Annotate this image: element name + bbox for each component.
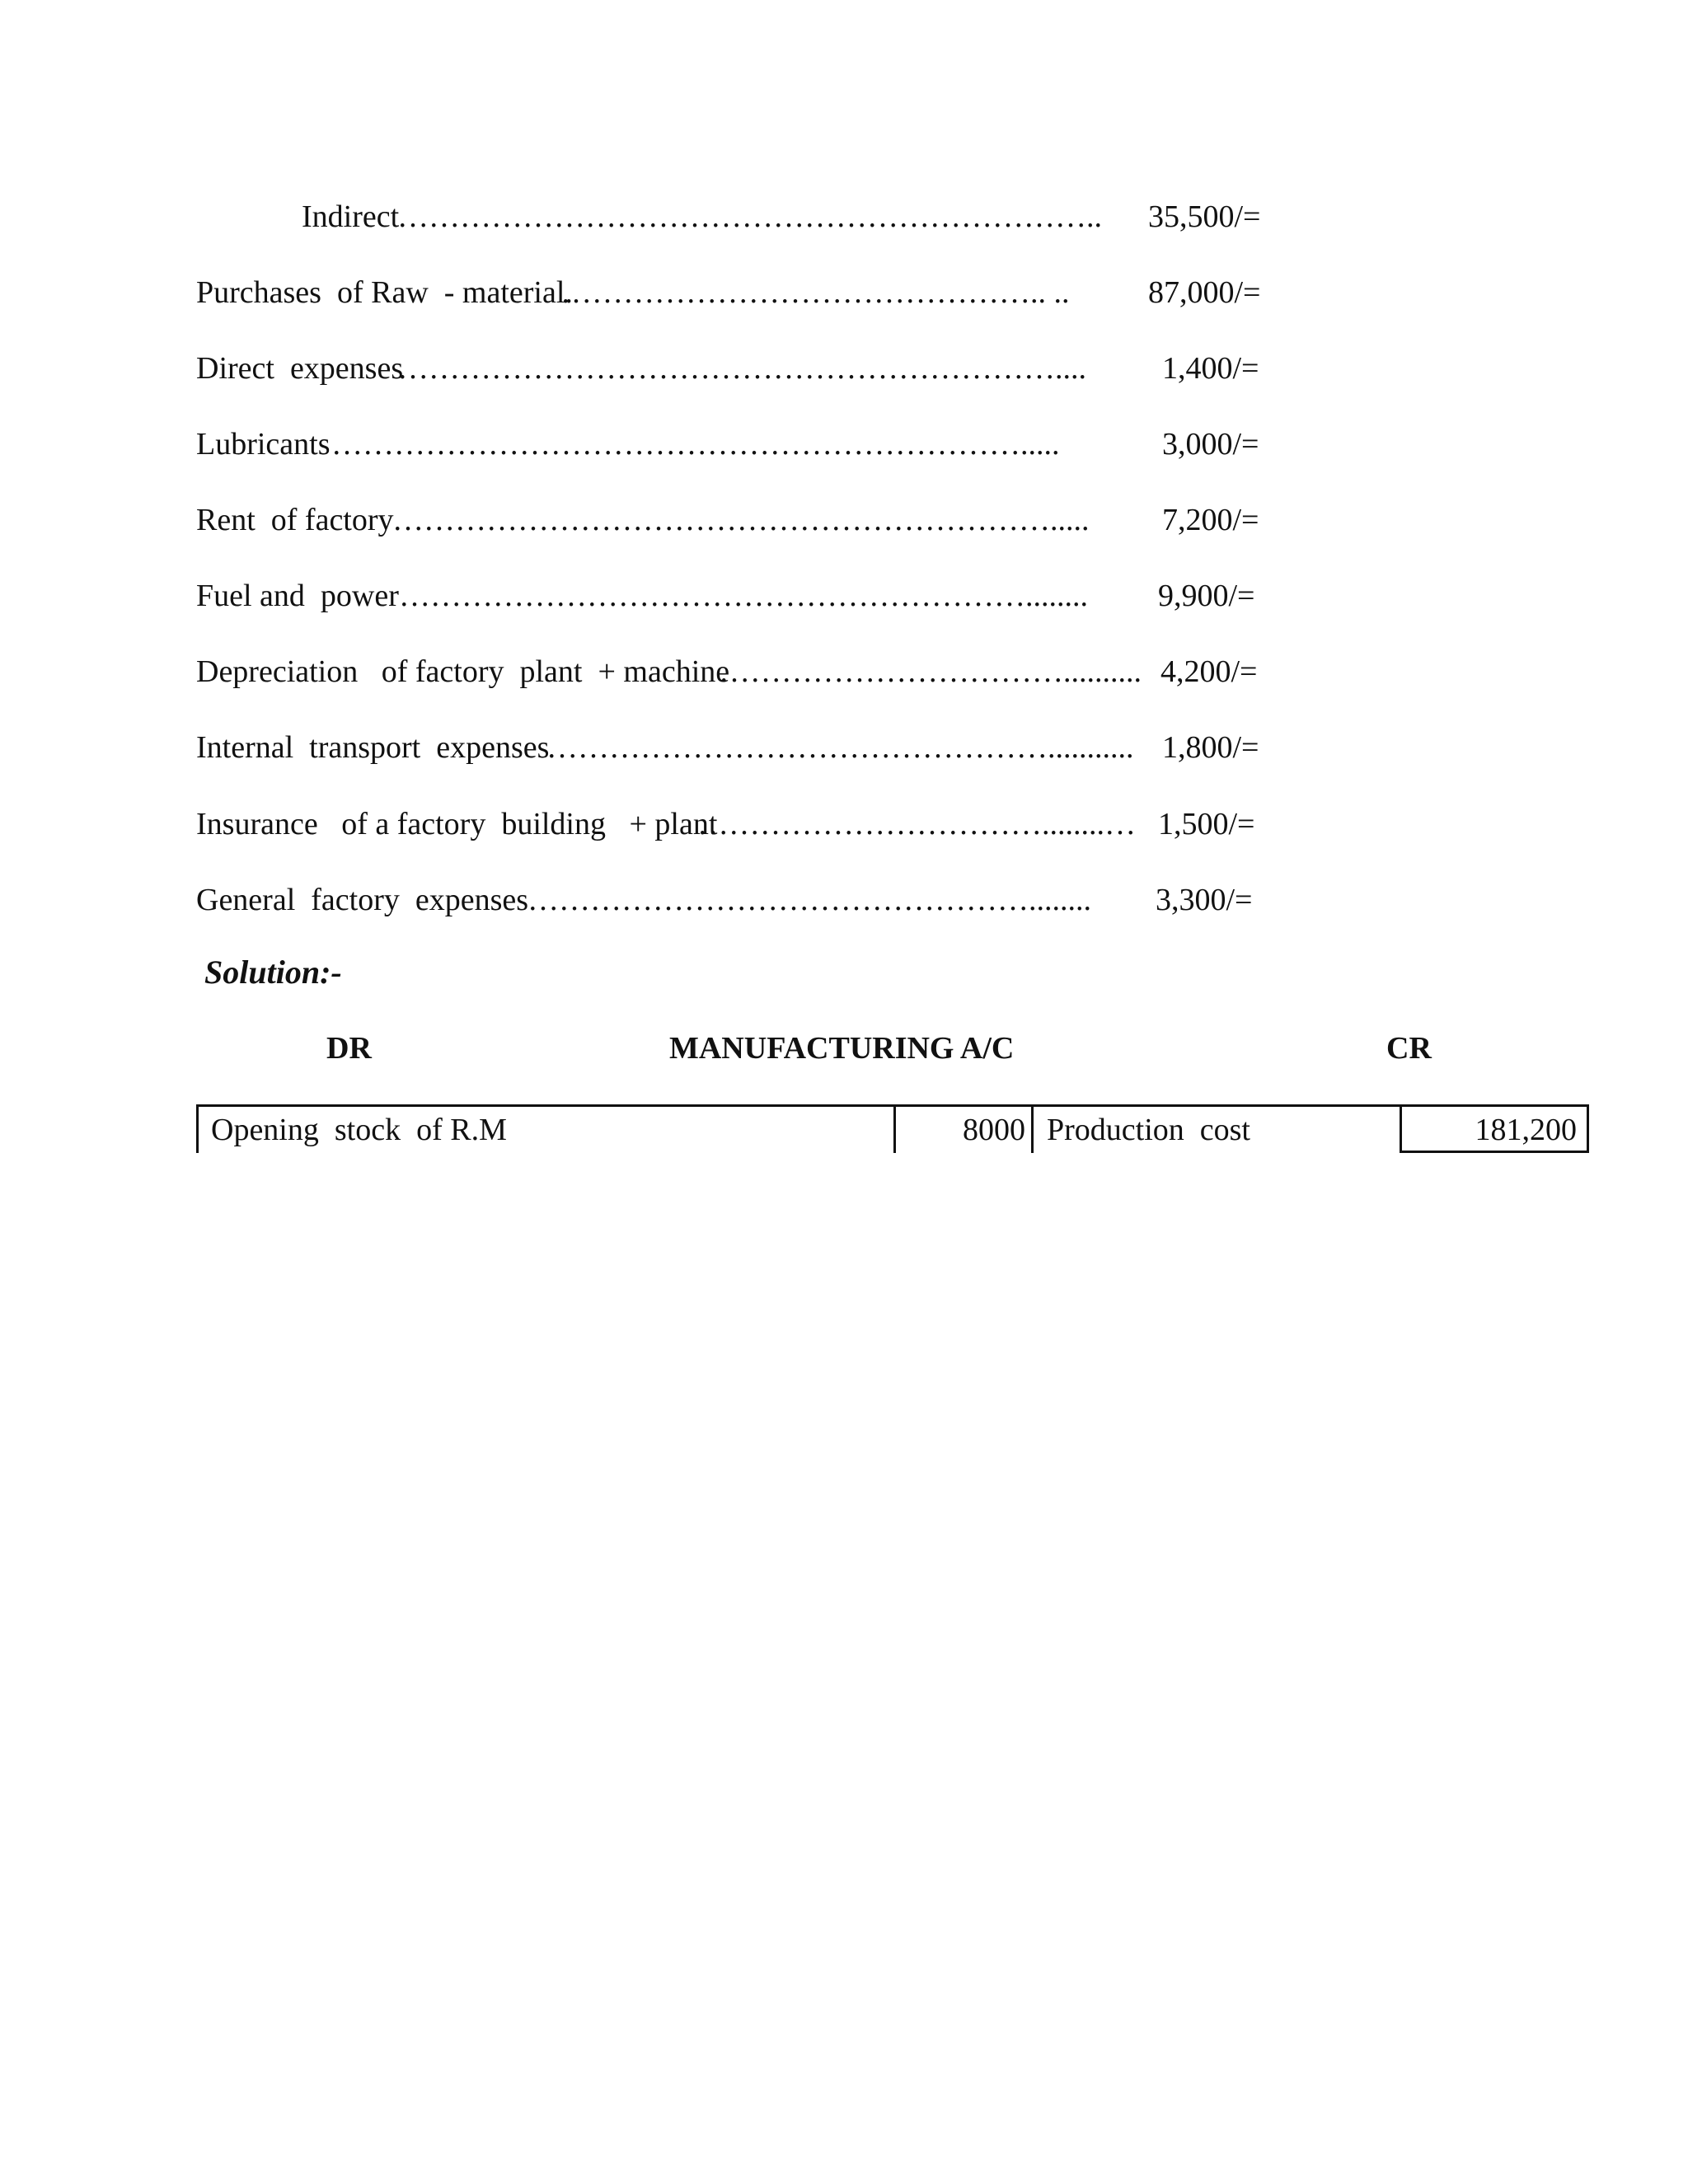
entry-amount: 3,000/= <box>1162 427 1259 462</box>
cr-amount: 181,200 <box>1475 1113 1577 1147</box>
entry-amount: 87,000/= <box>1148 275 1261 310</box>
entry-label: Lubricants <box>196 427 331 462</box>
entry-leader-dots: ……………………………………………………........ <box>399 580 1088 612</box>
entry-label: General factory expenses <box>196 883 529 917</box>
entry-leader-dots: …………………………………………………………..... <box>331 429 1060 460</box>
entry-leader-dots: …………………………………………........ <box>528 884 1091 916</box>
entry-amount: 7,200/= <box>1162 503 1259 537</box>
entry-label: Rent of factory <box>196 503 394 537</box>
entry-leader-dots: …………………………….......... <box>719 656 1142 687</box>
entry-leader-dots: ……………………………........… <box>697 808 1136 840</box>
cr-item: Production cost <box>1047 1113 1250 1147</box>
dr-item: Opening stock of R.M <box>211 1113 507 1147</box>
entry-label: Fuel and power <box>196 579 399 613</box>
entry-amount: 1,500/= <box>1158 807 1255 841</box>
entry-amount: 1,800/= <box>1162 730 1259 765</box>
entry-leader-dots: ……………………………………………………….... <box>397 353 1086 384</box>
entry-amount: 3,300/= <box>1156 883 1253 917</box>
ledger-right-border <box>1587 1107 1589 1153</box>
entry-amount: 4,200/= <box>1160 654 1258 689</box>
ledger-left-border <box>196 1107 199 1153</box>
entry-label: Direct expenses <box>196 351 404 386</box>
entry-leader-dots: ………………………………………………………..... <box>392 504 1090 536</box>
entry-leader-dots: ………………………………………………………….. <box>397 201 1102 232</box>
entry-label: Insurance of a factory building + plant <box>196 807 718 841</box>
entry-amount: 1,400/= <box>1162 351 1259 386</box>
credit-label: CR <box>1386 1031 1432 1066</box>
entry-leader-dots: …………………………………………........... <box>546 732 1134 763</box>
entry-label: Internal transport expenses <box>196 730 550 765</box>
entry-leader-dots: ……………………………………….. .. <box>560 277 1070 308</box>
entry-label: Depreciation of factory plant + machine <box>196 654 730 689</box>
ledger-divider <box>1031 1107 1034 1153</box>
entry-label: Purchases of Raw - material. <box>196 275 573 310</box>
entry-amount: 9,900/= <box>1158 579 1255 613</box>
entry-amount: 35,500/= <box>1148 199 1261 234</box>
account-title: MANUFACTURING A/C <box>669 1031 1015 1066</box>
dr-amount: 8000 <box>963 1113 1025 1147</box>
entry-label: Indirect <box>302 199 400 234</box>
solution-heading: Solution:- <box>204 954 342 991</box>
debit-label: DR <box>326 1031 372 1066</box>
ledger-table <box>196 1104 1589 1153</box>
